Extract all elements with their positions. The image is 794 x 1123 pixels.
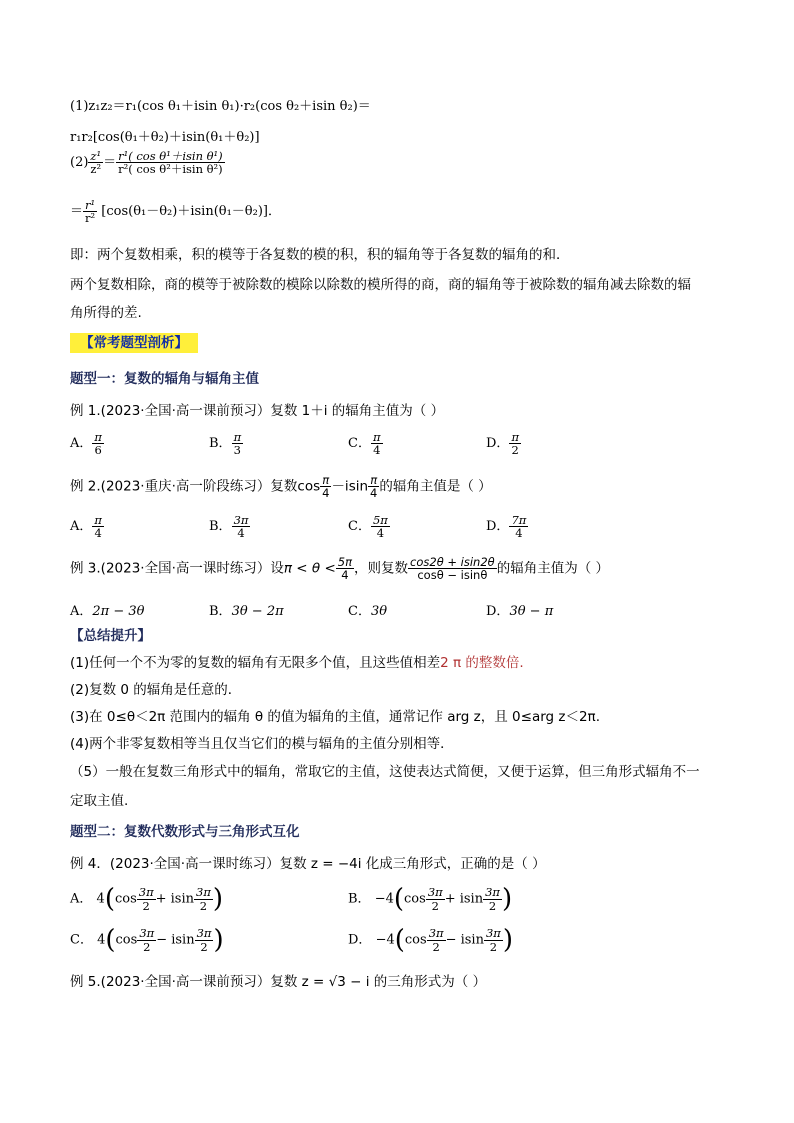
option-den: 2 <box>137 940 156 953</box>
example2-isin: －isin <box>331 478 369 495</box>
formula-division-lhs-den: z² <box>90 162 102 177</box>
example1-stem: 例 1.(2023·全国·高一课前预习）复数 1＋i 的辐角主值为（ ） <box>70 403 445 419</box>
option-den: 6 <box>92 443 104 456</box>
example2-option-b <box>209 514 250 539</box>
option-label: A． <box>70 604 93 619</box>
option-text: 3θ <box>370 604 388 619</box>
option-label: A． <box>70 519 93 535</box>
option-label: B． <box>348 891 371 907</box>
formula-division-rhs-den: r²( cos θ²＋isin θ²) <box>118 162 223 177</box>
summary-point-4: (4)两个非零复数相等当且仅当它们的模与辐角的主值分别相等． <box>70 736 454 752</box>
example4-option-d: D． −4(cos $\frac{3\pi}{2}$ − isin $\frac{3\pi}{2}$ ) <box>348 925 513 955</box>
option-num: π <box>372 430 381 444</box>
option-den: 2 <box>426 899 445 912</box>
option-label: B． <box>209 436 232 452</box>
option-num: π <box>94 513 102 527</box>
example2-cos: cos <box>297 478 321 495</box>
example3-stem-c: 的辐角主值为（ ） <box>496 560 610 577</box>
option-label: D． <box>348 932 372 948</box>
option-op: − isin <box>156 932 195 948</box>
example4-option-c: C． 4(cos $\frac{3\pi}{2}$ − isin $\frac{3\pi}{2}$ ) <box>70 925 224 955</box>
option-den: 4 <box>371 526 390 539</box>
option-text: 3θ − 2π <box>231 604 284 619</box>
example3-stem-b: ，则复数 <box>354 560 409 577</box>
summary-point-2: (2)复数 0 的辐角是任意的． <box>70 682 242 698</box>
formula-multiplication-line2: r₁r₂[cos(θ₁＋θ₂)＋isin(θ₁＋θ₂)] <box>70 130 260 145</box>
option-text: 3θ − π <box>509 604 554 619</box>
option-den-2: 2 <box>483 899 502 912</box>
summary-point-5a: （5）一般在复数三角形式中的辐角，常取它的主值，这使表达式简便，又便于运算，但三角形式辐角不一 <box>70 764 700 780</box>
option-den: 4 <box>92 526 104 539</box>
option-label: C． <box>348 436 371 452</box>
summary-title: 【总结提升】 <box>70 628 151 644</box>
example3-option-d <box>486 600 553 619</box>
option-label: D． <box>486 436 510 452</box>
option-coef: 4 <box>96 891 105 907</box>
example4-stem: 例 4．(2023·全国·高一课时练习）复数 z = −4i 化成三角形式，正确的是（ ） <box>70 856 546 872</box>
example1-option-c <box>348 431 383 456</box>
example2-option-d <box>486 514 528 539</box>
formula-division-result-num: r¹ <box>85 198 96 212</box>
example4-option-a: A． 4(cos $\frac{3\pi}{2}$ + isin $\frac{3\pi}{2}$ ) <box>70 884 224 914</box>
example3-big-num: cos2θ + isin2θ <box>410 555 495 569</box>
type1-title: 题型一：复数的辐角与辐角主值 <box>70 371 259 387</box>
text-multiplication-rule: 即：两个复数相乘，积的模等于各复数的模的积，积的辐角等于各复数的辐角的和． <box>70 247 570 263</box>
option-label: B． <box>209 519 232 535</box>
summary-point-1-text: (1)任何一个不为零的复数的辐角有无限多个值，且这些值相差 <box>70 655 441 671</box>
option-num: π <box>511 430 519 444</box>
option-label: D． <box>486 519 510 535</box>
example2-stem-d: 的辐角主值是（ ） <box>379 478 492 495</box>
option-label: C． <box>348 604 371 619</box>
section-tag-common-types: 【常考题型剖析】 <box>70 333 198 353</box>
option-cos: cos <box>404 932 427 948</box>
option-coef: −4 <box>375 932 395 948</box>
formula-division-prefix: (2) <box>70 155 89 171</box>
option-num: π <box>233 430 242 444</box>
example5-stem: 例 5.(2023·全国·高一课前预习）复数 z = √3 − i 的三角形式为（ ） <box>70 974 487 990</box>
example3-stem-a: 例 3.(2023·全国·高一课时练习）设 <box>70 560 284 577</box>
text-division-rule-a: 两个复数相除，商的模等于被除数的模除以除数的模所得的商，商的辐角等于被除数的辐角减去除数的辐 <box>70 277 691 293</box>
option-num: 7π <box>511 513 527 527</box>
formula-division-rhs-num: r¹( cos θ¹＋isin θ¹) <box>118 149 223 163</box>
example2-frac-num-2: π <box>370 473 378 487</box>
option-cos: cos <box>114 891 137 907</box>
example2-frac-den: 4 <box>322 486 330 501</box>
option-num-2: 3π <box>485 885 500 900</box>
example1-option-b <box>209 431 243 456</box>
option-label: D． <box>486 604 510 619</box>
example1-option-a <box>70 431 104 456</box>
option-den: 3 <box>232 443 244 456</box>
example4-option-b: B． −4(cos $\frac{3\pi}{2}$ + isin $\frac{3\pi}{2}$ ) <box>348 884 513 914</box>
option-label: B． <box>209 604 232 619</box>
summary-point-5b: 定取主值. <box>70 793 129 809</box>
example3-inequality: π < θ < <box>283 560 336 577</box>
type2-title: 题型二：复数代数形式与三角形式互化 <box>70 824 300 840</box>
formula-multiplication-line1: (1)z₁z₂＝r₁(cos θ₁＋isin θ₁)·r₂(cos θ₂＋isin θ₂)＝ <box>70 99 371 114</box>
option-num-2: 3π <box>196 926 212 941</box>
formula-division-result-den: r² <box>85 211 96 226</box>
option-num: 3π <box>427 885 443 900</box>
example3-stem <box>70 556 609 581</box>
option-den: 2 <box>137 899 156 912</box>
example3-option-b <box>209 600 284 619</box>
example2-stem <box>70 474 492 499</box>
option-label: C． <box>348 519 371 535</box>
option-op: + isin <box>155 891 195 907</box>
example3-option-c <box>348 600 387 619</box>
formula-division-result-rest: [cos(θ₁－θ₂)＋isin(θ₁－θ₂)]． <box>101 204 281 220</box>
summary-point-3: (3)在 0≤θ＜2π 范围内的辐角 θ 的值为辐角的主值，通常记作 arg z，且 0≤arg z＜2π. <box>70 709 600 725</box>
summary-point-1 <box>70 657 524 671</box>
option-num: 3π <box>139 926 155 941</box>
formula-division-line2: ＝ $\frac{\text{r¹}}{\text{r²}}$ [cos(θ₁－θ₂)＋isin(θ₁－θ₂)]． <box>70 198 281 226</box>
option-num-2: 3π <box>485 926 501 941</box>
option-label: C． <box>70 932 93 948</box>
option-coef: 4 <box>97 932 106 948</box>
option-den: 4 <box>232 526 251 539</box>
option-num: 3π <box>428 926 444 941</box>
option-den: 4 <box>509 526 528 539</box>
option-den-2: 2 <box>195 940 214 953</box>
option-text: 2π − 3θ <box>92 604 145 619</box>
option-cos: cos <box>115 932 138 948</box>
example3-ineq-num: 5π <box>337 555 353 569</box>
option-den: 4 <box>371 443 383 456</box>
option-op: + isin <box>444 891 484 907</box>
example3-ineq-den: 4 <box>336 568 354 581</box>
option-num: 3π <box>233 513 249 527</box>
option-num-2: 3π <box>196 885 211 900</box>
option-num: 5π <box>372 513 388 527</box>
option-den: 2 <box>509 443 521 456</box>
option-label: A． <box>70 436 93 452</box>
example2-stem-a: 例 2.(2023·重庆·高一阶段练习）复数 <box>70 478 298 495</box>
option-op: − isin <box>445 932 484 948</box>
example2-frac-den-2: 4 <box>370 486 378 501</box>
option-den: 2 <box>427 940 446 953</box>
option-num: π <box>94 430 102 444</box>
summary-point-1-highlight: 2 π 的整数倍. <box>440 655 524 671</box>
example2-option-a <box>70 514 104 539</box>
option-den-2: 2 <box>484 940 503 953</box>
option-coef: −4 <box>374 891 394 907</box>
option-den-2: 2 <box>194 899 213 912</box>
option-num: 3π <box>138 885 154 900</box>
example3-big-den: cosθ − isinθ <box>408 568 497 581</box>
formula-division-lhs-num: z¹ <box>90 149 102 163</box>
text-division-rule-b: 角所得的差. <box>70 305 142 321</box>
option-cos: cos <box>404 891 426 907</box>
formula-division-line1: (2) $\frac{\text{z¹}}{\text{z²}}$ ＝ $\frac{\text{r¹( cos θ¹＋isin θ¹)}}{\text{r²( cos θ²＋isin θ²)}}$ <box>70 149 223 177</box>
example3-option-a <box>70 600 144 619</box>
example2-frac-num: π <box>322 473 330 487</box>
example2-option-c <box>348 514 390 539</box>
option-label: A． <box>70 891 93 907</box>
example1-option-d <box>486 431 521 456</box>
